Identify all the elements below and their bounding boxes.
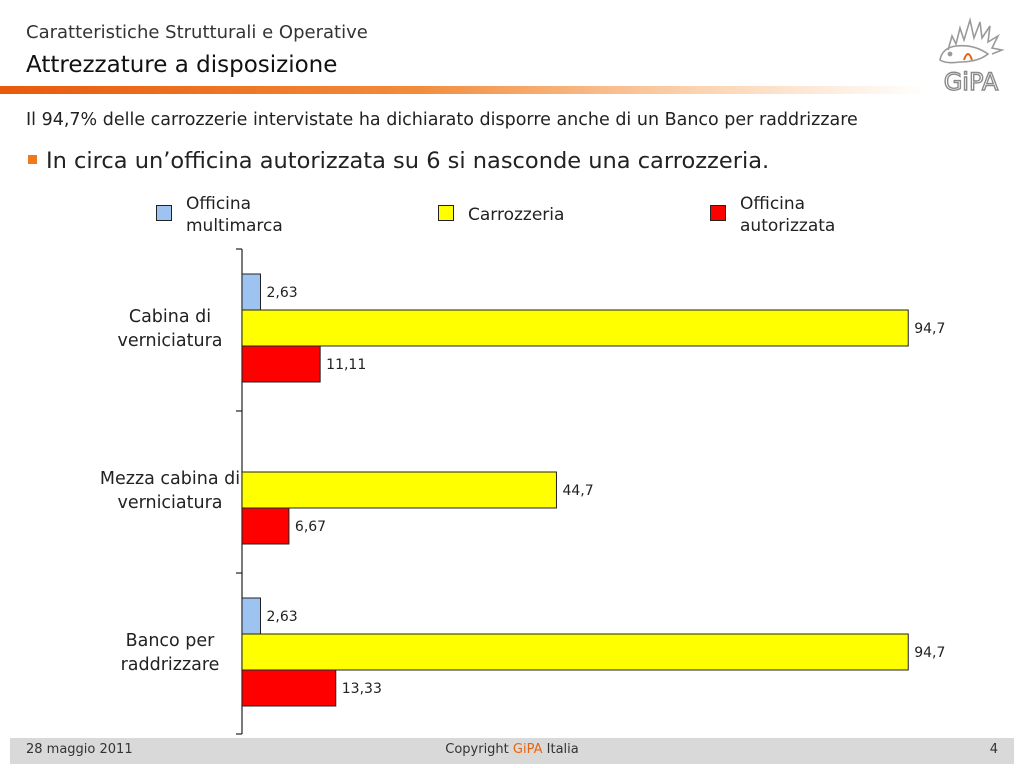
- section-subtitle: Caratteristiche Strutturali e Operative: [26, 22, 368, 43]
- data-label: 6,67: [294, 519, 327, 535]
- bar-chart: [0, 240, 1024, 735]
- category-label: Cabina di verniciatura: [117, 307, 223, 351]
- legend-swatch-autorizzata: [710, 205, 726, 221]
- legend-label-multimarca: Officina multimarca: [186, 194, 283, 236]
- legend-item-multimarca: [156, 193, 283, 237]
- data-label: 2,63: [266, 285, 298, 301]
- chart-legend: [0, 193, 1024, 245]
- bar: [242, 598, 261, 634]
- legend-swatch-carrozzeria: [438, 205, 454, 221]
- bar: [242, 274, 261, 310]
- footer: [10, 738, 1014, 764]
- bullet-text: In circa un’officina autorizzata su 6 si nasconde una carrozzeria.: [46, 148, 770, 174]
- page-title: Attrezzature a disposizione: [26, 52, 338, 78]
- page-number: 4: [989, 742, 998, 757]
- legend-label-autorizzata: Officina autorizzata: [740, 194, 836, 236]
- copyright-prefix: Copyright: [445, 742, 513, 757]
- data-label: 94,7: [914, 321, 946, 337]
- bar: [242, 346, 320, 382]
- legend-item-autorizzata: [710, 193, 835, 237]
- legend-swatch-multimarca: [156, 205, 172, 221]
- bar: [242, 508, 289, 544]
- legend-item-carrozzeria: [438, 193, 564, 226]
- bar: [242, 310, 908, 346]
- bullet-marker: [28, 155, 37, 164]
- data-label: 11,11: [326, 357, 367, 373]
- bar: [242, 472, 556, 508]
- bar: [242, 634, 908, 670]
- data-label: 94,7: [914, 645, 946, 661]
- legend-label-carrozzeria: Carrozzeria: [468, 205, 565, 225]
- gipa-logo: [930, 10, 1012, 94]
- data-label: 13,33: [341, 681, 382, 697]
- copyright-brand: GiPA: [512, 742, 543, 757]
- bar: [242, 670, 336, 706]
- category-label: Banco per raddrizzare: [120, 631, 220, 675]
- header-divider: [0, 86, 928, 94]
- statement-text: Il 94,7% delle carrozzerie intervistate ha dichiarato disporre anche di un Banco per raddrizzare: [26, 110, 858, 130]
- logo-text: GiPA: [943, 68, 999, 94]
- data-label: 44,7: [562, 483, 594, 499]
- category-label: Mezza cabina di verniciatura: [99, 469, 241, 513]
- footer-date: 28 maggio 2011: [26, 742, 133, 757]
- copyright-suffix: Italia: [542, 742, 579, 757]
- footer-copyright: [10, 742, 1014, 757]
- data-label: 2,63: [266, 609, 298, 625]
